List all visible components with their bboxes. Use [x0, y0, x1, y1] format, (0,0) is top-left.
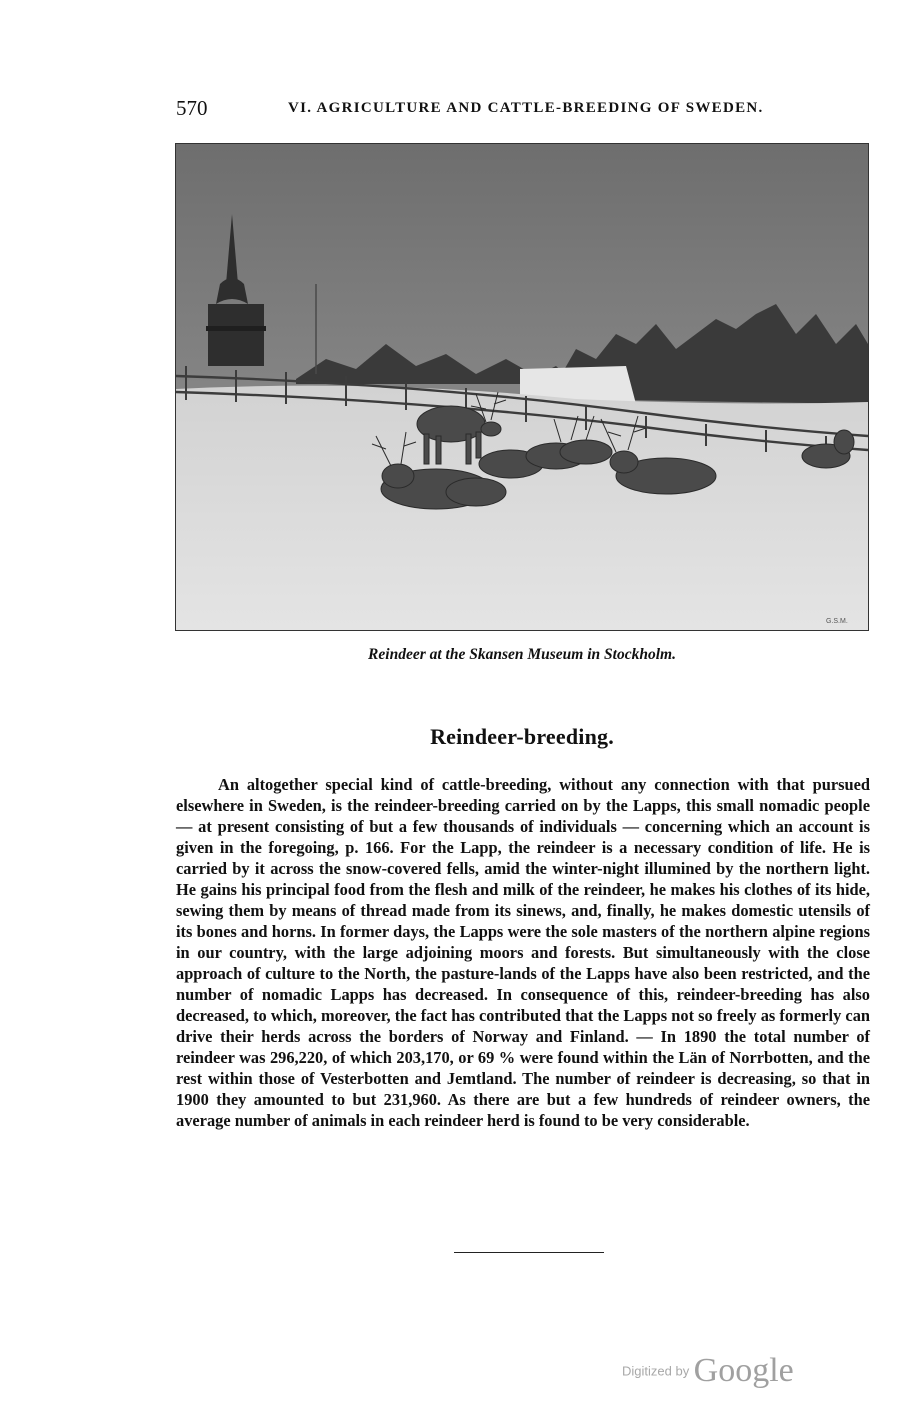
svg-text:G.S.M.: G.S.M.	[826, 618, 848, 625]
watermark-brand: Google	[693, 1352, 794, 1389]
digitized-watermark	[622, 1352, 794, 1392]
reindeer-photograph	[175, 143, 869, 631]
body-paragraph: An altogether special kind of cattle-breeding, without any connection with that pursued elsewhere in Sweden, is the reindeer-breeding carried on by the Lapps, this small nomadic people — at present consisting of but a few thousands of individuals — concerning which an account is given in the foregoing, p. 166. For the Lapp, the reindeer is a necessary condition of life. He is carried by it across the snow-covered fells, amid the winter-night illumined by the northern light. He gains his principal food from the flesh and milk of the reindeer, he makes his clothes of its hide, sewing them by means of thread made from its sinews, and, finally, he makes domestic utensils of its bones and horns. In former days, the Lapps were the sole masters of the northern alpine regions in our country, with the large adjoining moors and forests. But simultaneously with the close approach of culture to the North, the pasture-lands of the Lapps have also been restricted, and the number of nomadic Lapps has decreased. In consequence of this, reindeer-breeding has also decreased, to which, moreover, the fact has contributed that the Lapps not so freely as formerly can drive their herds across the borders of Norway and Finland. — In 1890 the total number of reindeer was 296,220, of which 203,170, or 69 % were found within the Län of Norrbotten, and the rest within those of Vesterbotten and Jemtland. The number of reindeer is decreasing, so that in 1900 they amounted to but 231,960. As there are but a few hundreds of reindeer owners, the average number of animals in each reindeer herd is found to be very considerable.	[176, 775, 870, 1130]
page-number: 570	[176, 96, 208, 120]
figure-caption: Reindeer at the Skansen Museum in Stockholm.	[368, 646, 676, 663]
running-head: VI. AGRICULTURE AND CATTLE-BREEDING OF SWEDEN.	[288, 100, 764, 116]
section-end-rule	[454, 1252, 604, 1253]
section-title: Reindeer-breeding.	[430, 724, 614, 749]
page-header	[176, 96, 776, 122]
watermark-prefix: Digitized by	[622, 1363, 690, 1379]
